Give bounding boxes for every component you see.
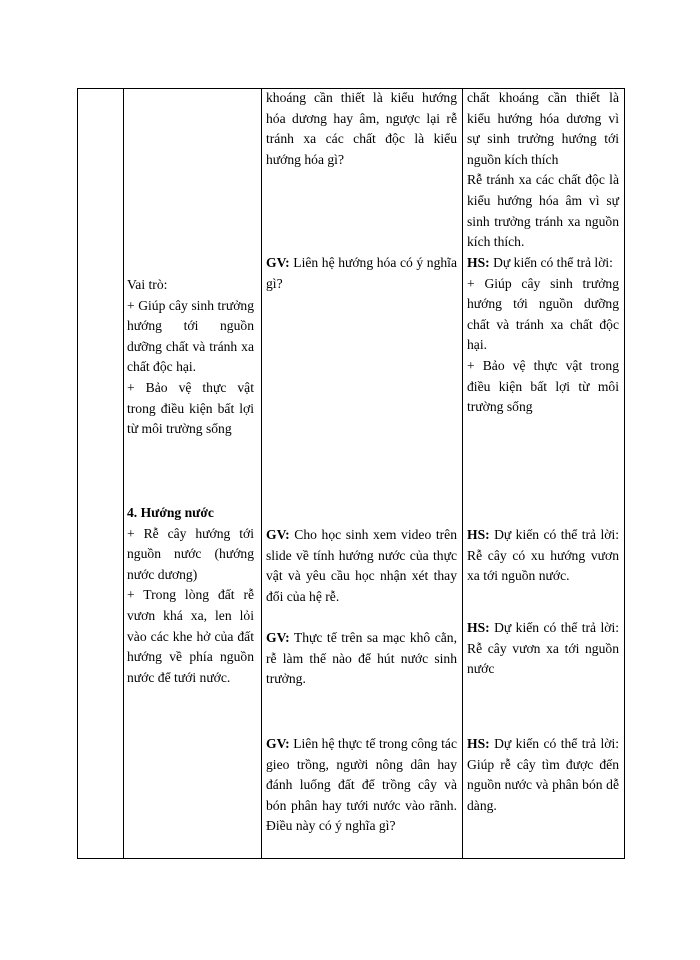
hs-answer-2-text: Dự kiến có thể trả lời:: [489, 255, 613, 270]
hs-answer-2-item: + Giúp cây sinh trưởng hướng tới nguồn dưỡng chất và tránh xa chất độc hại.: [467, 275, 619, 353]
hs-label: HS:: [467, 527, 490, 542]
table-border-bottom: [77, 858, 625, 859]
huong-nuoc-heading: 4. Hướng nước: [127, 505, 214, 520]
gv-label: GV:: [266, 736, 290, 751]
gv-label: GV:: [266, 630, 290, 645]
hs-answer-1-line: Rễ tránh xa các chất độc là kiểu hướng hóa âm vì sự sinh trưởng tránh xa nguồn kích thích.: [467, 172, 619, 250]
vai-tro-item: + Bảo vệ thực vật trong điều kiện bất lợi từ môi trường sống: [127, 379, 254, 437]
hs-label: HS:: [467, 736, 490, 751]
hs-answer-2-item: + Bảo vệ thực vật trong điều kiện bất lợi từ môi trường sống: [467, 357, 619, 415]
huong-nuoc-block: [127, 503, 254, 688]
gv-question-4-text: Thực tế trên sa mạc khô cằn, rễ làm thế nào để hút nước sinh trưởng.: [266, 630, 457, 687]
hs-label: HS:: [467, 255, 490, 270]
gv-label: GV:: [266, 255, 290, 270]
gv-question-5-text: Liên hệ thực tế trong công tác gieo trồng, người nông dân hay đánh luống đất để trồng cây và bón phân hay tưới nước vào rãnh. Điều này có ý nghĩa gì?: [266, 736, 457, 834]
hs-answer-1-line: chất khoáng cần thiết là kiểu hướng hóa dương vì sự sinh trưởng hướng tới nguồn kích thích: [467, 90, 619, 167]
hs-answer-5: [467, 734, 619, 816]
hs-answer-3: [467, 525, 619, 587]
table-col-divider-1: [123, 88, 124, 859]
hs-answer-4-text: Dự kiến có thể trả lời: Rễ cây vươn xa tới nguồn nước: [467, 620, 619, 677]
hs-answer-3-text: Dự kiến có thể trả lời: Rễ cây có xu hướng vươn xa tới nguồn nước.: [467, 527, 619, 584]
huong-nuoc-item: + Rễ cây hướng tới nguồn nước (hướng nước dương): [127, 525, 254, 582]
gv-question-3: [266, 525, 457, 607]
hs-label: HS:: [467, 620, 490, 635]
table-border-left: [77, 88, 78, 859]
vai-tro-item: + Giúp cây sinh trưởng hướng tới nguồn dưỡng chất và tránh xa chất độc hại.: [127, 297, 254, 375]
table-border-right: [624, 88, 625, 859]
hs-answer-5-text: Dự kiến có thể trả lời: Giúp rễ cây tìm được đến nguồn nước và phân bón dễ dàng.: [467, 736, 619, 813]
hs-answer-2: [467, 253, 619, 418]
gv-question-4: [266, 628, 457, 690]
gv-question-3-text: Cho học sinh xem video trên slide về tính hướng nước của thực vật và yêu cầu học nhận xét thay đổi của hệ rễ.: [266, 527, 457, 604]
gv-question-2-text: Liên hệ hướng hóa có ý nghĩa gì?: [266, 255, 457, 291]
hs-answer-1: [467, 88, 619, 253]
hs-answer-4: [467, 618, 619, 680]
vai-tro-heading: Vai trò:: [127, 277, 168, 292]
huong-nuoc-item: + Trong lòng đất rễ vươn khá xa, len lỏi vào các khe hở của đất hướng về phía nguồn nước để tưới nước.: [127, 587, 254, 685]
gv-question-5: [266, 734, 457, 837]
gv-question-1-text: khoáng cần thiết là kiểu hướng hóa dương hay âm, ngược lại rễ tránh xa các chất độc là kiểu hướng hóa gì?: [266, 90, 457, 167]
gv-label: GV:: [266, 527, 290, 542]
table-col-divider-3: [462, 88, 463, 859]
table-col-divider-2: [261, 88, 262, 859]
gv-question-2: [266, 253, 457, 294]
gv-question-1: [266, 88, 457, 170]
vai-tro-block: [127, 275, 254, 440]
